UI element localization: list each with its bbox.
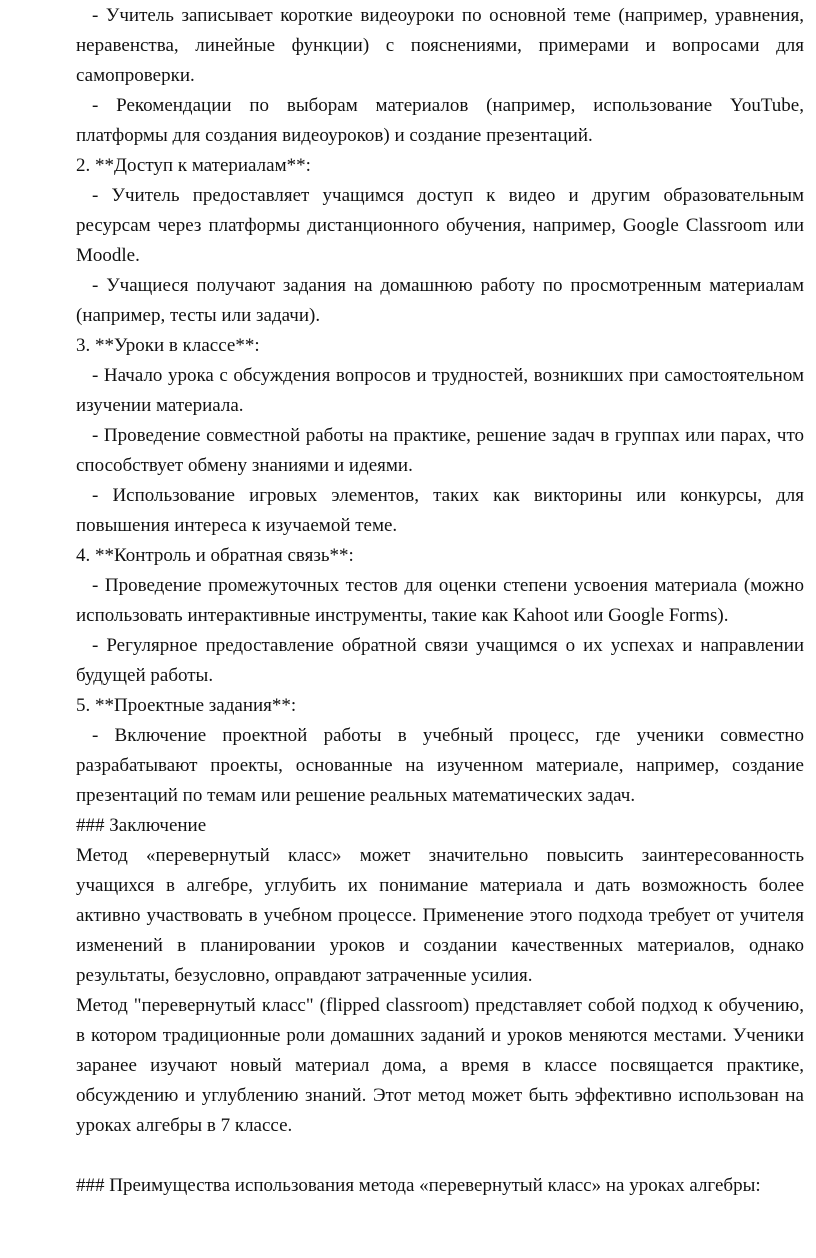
numbered-heading: 4. **Контроль и обратная связь**: (76, 545, 354, 566)
body-paragraph: Метод «перевернутый класс» может значительно повысить заинтересованность учащихся в алгебре, углубить их понимание материала и дать возможность более активно участвовать в учебном процессе. Применение этого подхода требует от учителя изменений в планировании уроков и создании качественных материалов, однако результаты, безусловно, оправдают затраченные усилия. (76, 845, 804, 986)
bullet-paragraph: - Учитель записывает короткие видеоуроки по основной теме (например, уравнения, неравенства, линейные функции) с пояснениями, примерами и вопросами для самопроверки. (76, 5, 804, 86)
numbered-heading: 5. **Проектные задания**: (76, 695, 297, 716)
blank-line (76, 1141, 804, 1171)
bullet-paragraph: - Регулярное предоставление обратной связи учащимся о их успехах и направлении будущей работы. (76, 635, 804, 686)
bullet-paragraph: - Использование игровых элементов, таких как викторины или конкурсы, для повышения интереса к изучаемой теме. (76, 485, 804, 536)
bullet-paragraph: - Начало урока с обсуждения вопросов и трудностей, возникших при самостоятельном изучении материала. (76, 365, 804, 416)
bullet-paragraph: - Включение проектной работы в учебный процесс, где ученики совместно разрабатывают проекты, основанные на изученном материале, например, создание презентаций по темам или решение реальных математических задач. (76, 725, 804, 806)
bullet-paragraph: - Проведение промежуточных тестов для оценки степени усвоения материала (можно использовать интерактивные инструменты, такие как Kahoot или Google Forms). (76, 575, 804, 626)
numbered-heading: 2. **Доступ к материалам**: (76, 155, 311, 176)
bullet-paragraph: - Рекомендации по выборам материалов (например, использование YouTube, платформы для создания видеоуроков) и создание презентаций. (76, 95, 804, 146)
section-heading: ### Преимущества использования метода «перевернутый класс» на уроках алгебры: (76, 1175, 761, 1196)
section-heading: ### Заключение (76, 815, 207, 836)
body-paragraph: Метод "перевернутый класс" (flipped classroom) представляет собой подход к обучению, в котором традиционные роли домашних заданий и уроков меняются местами. Ученики заранее изучают новый материал дома, а время в классе посвящается практике, обсуждению и углублению знаний. Этот метод может быть эффективно использован на уроках алгебры в 7 классе. (76, 995, 804, 1136)
numbered-heading: 3. **Уроки в классе**: (76, 335, 260, 356)
bullet-paragraph: - Учащиеся получают задания на домашнюю работу по просмотренным материалам (например, тесты или задачи). (76, 275, 804, 326)
bullet-paragraph: - Учитель предоставляет учащимся доступ к видео и другим образовательным ресурсам через платформы дистанционного обучения, например, Google Classroom или Moodle. (76, 185, 804, 266)
bullet-paragraph: - Проведение совместной работы на практике, решение задач в группах или парах, что способствует обмену знаниями и идеями. (76, 425, 804, 476)
document-body (76, 0, 804, 1201)
